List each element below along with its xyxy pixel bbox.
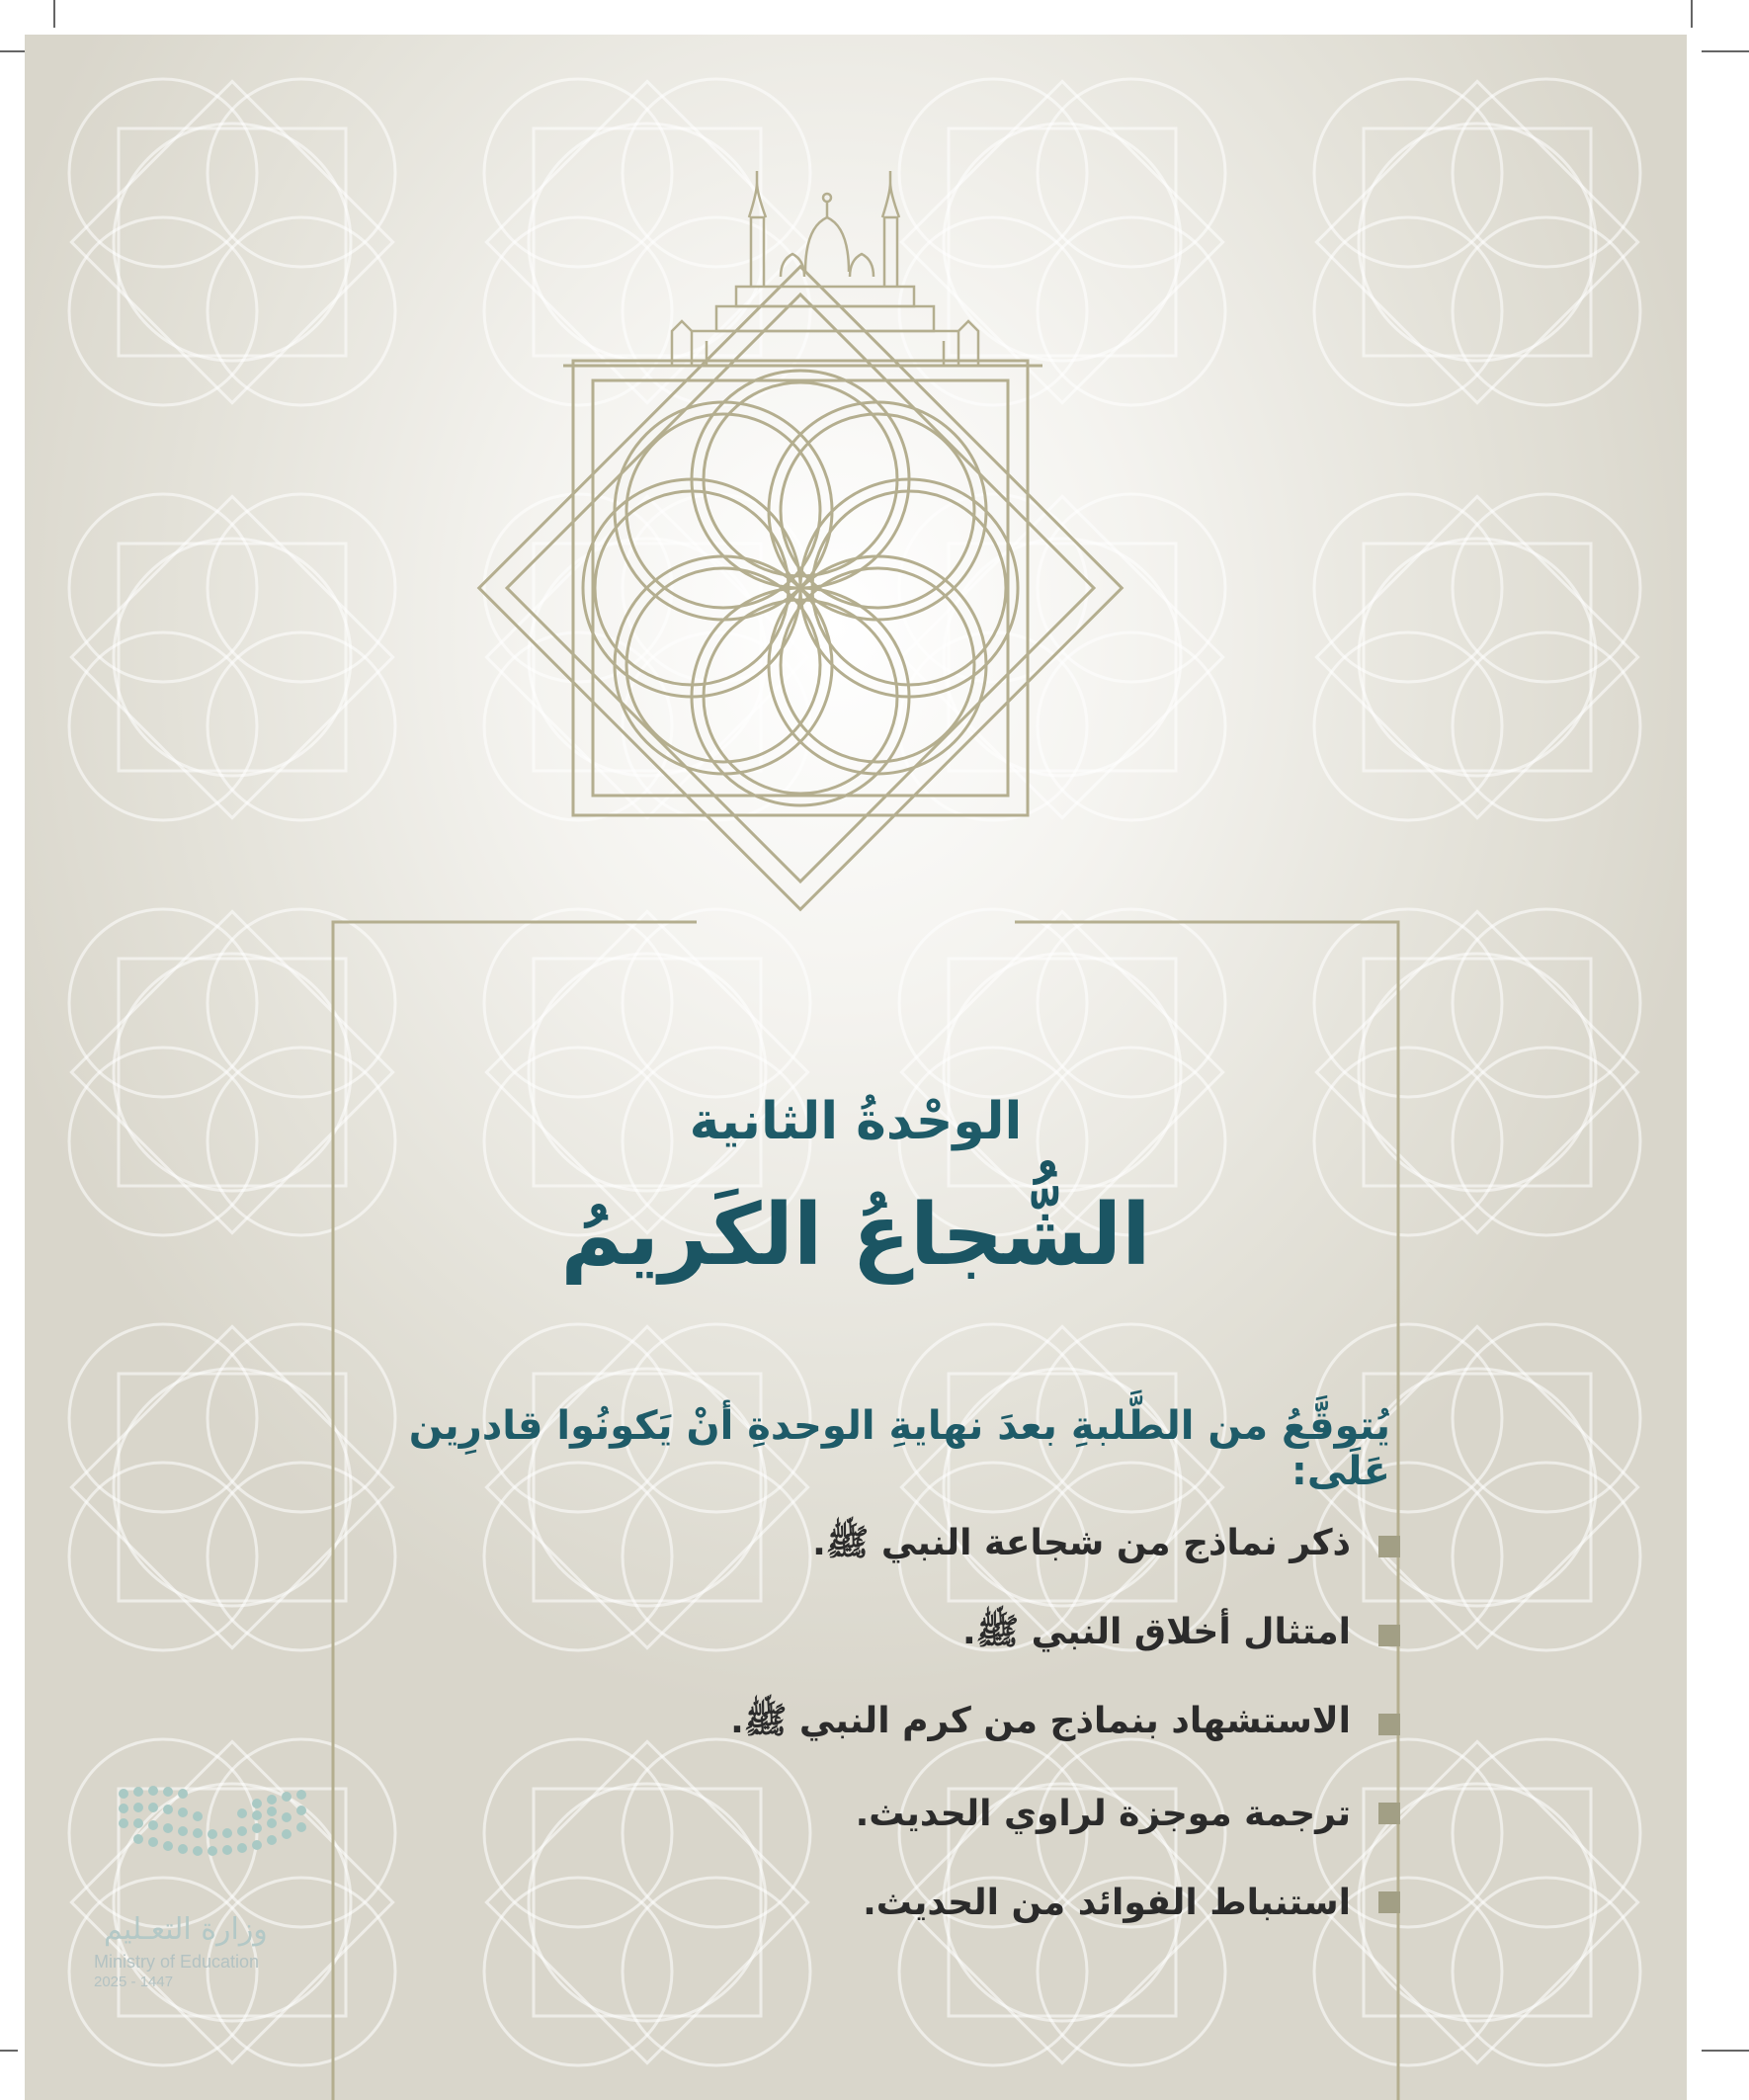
unit-cover-page (25, 35, 1687, 2100)
objective-text: ذكر نماذج من شجاعة النبي ﷺ. (812, 1523, 1351, 1563)
objective-text: استنباط الفوائد من الحديث. (863, 1882, 1351, 1923)
unit-title: الشُّجاعُ الكَريمُ (560, 1186, 1151, 1285)
ministry-name-arabic: وزارة التعـليم (104, 1912, 268, 1947)
objective-text: امتثال أخلاق النبي ﷺ. (961, 1612, 1351, 1652)
unit-number-label: الوحْدةُ الثانية (689, 1092, 1023, 1151)
learning-outcomes-intro: يُتوقَّعُ من الطَّلبةِ بعدَ نهايةِ الوحدةِ أنْ يَكونُوا قادرِين عَلَى: (408, 1403, 1390, 1494)
square-bullet-icon (1378, 1803, 1400, 1824)
list-item (313, 1591, 1400, 1680)
square-bullet-icon (1378, 1714, 1400, 1735)
square-bullet-icon (1378, 1536, 1400, 1557)
objective-text: ترجمة موجزة لراوي الحديث. (855, 1793, 1351, 1834)
list-item (313, 1769, 1400, 1858)
learning-objectives-list (313, 1502, 1400, 1947)
ministry-logo (94, 1764, 351, 1991)
edition-year: 2025 - 1447 (94, 1974, 174, 1990)
list-item (313, 1680, 1400, 1769)
list-item (313, 1858, 1400, 1947)
list-item (313, 1502, 1400, 1591)
ministry-name-english: Ministry of Education (94, 1952, 260, 1972)
square-bullet-icon (1378, 1625, 1400, 1646)
ministry-dots-logo-icon (94, 1764, 331, 1863)
square-bullet-icon (1378, 1891, 1400, 1913)
objective-text: الاستشهاد بنماذج من كرم النبي ﷺ. (730, 1701, 1351, 1741)
